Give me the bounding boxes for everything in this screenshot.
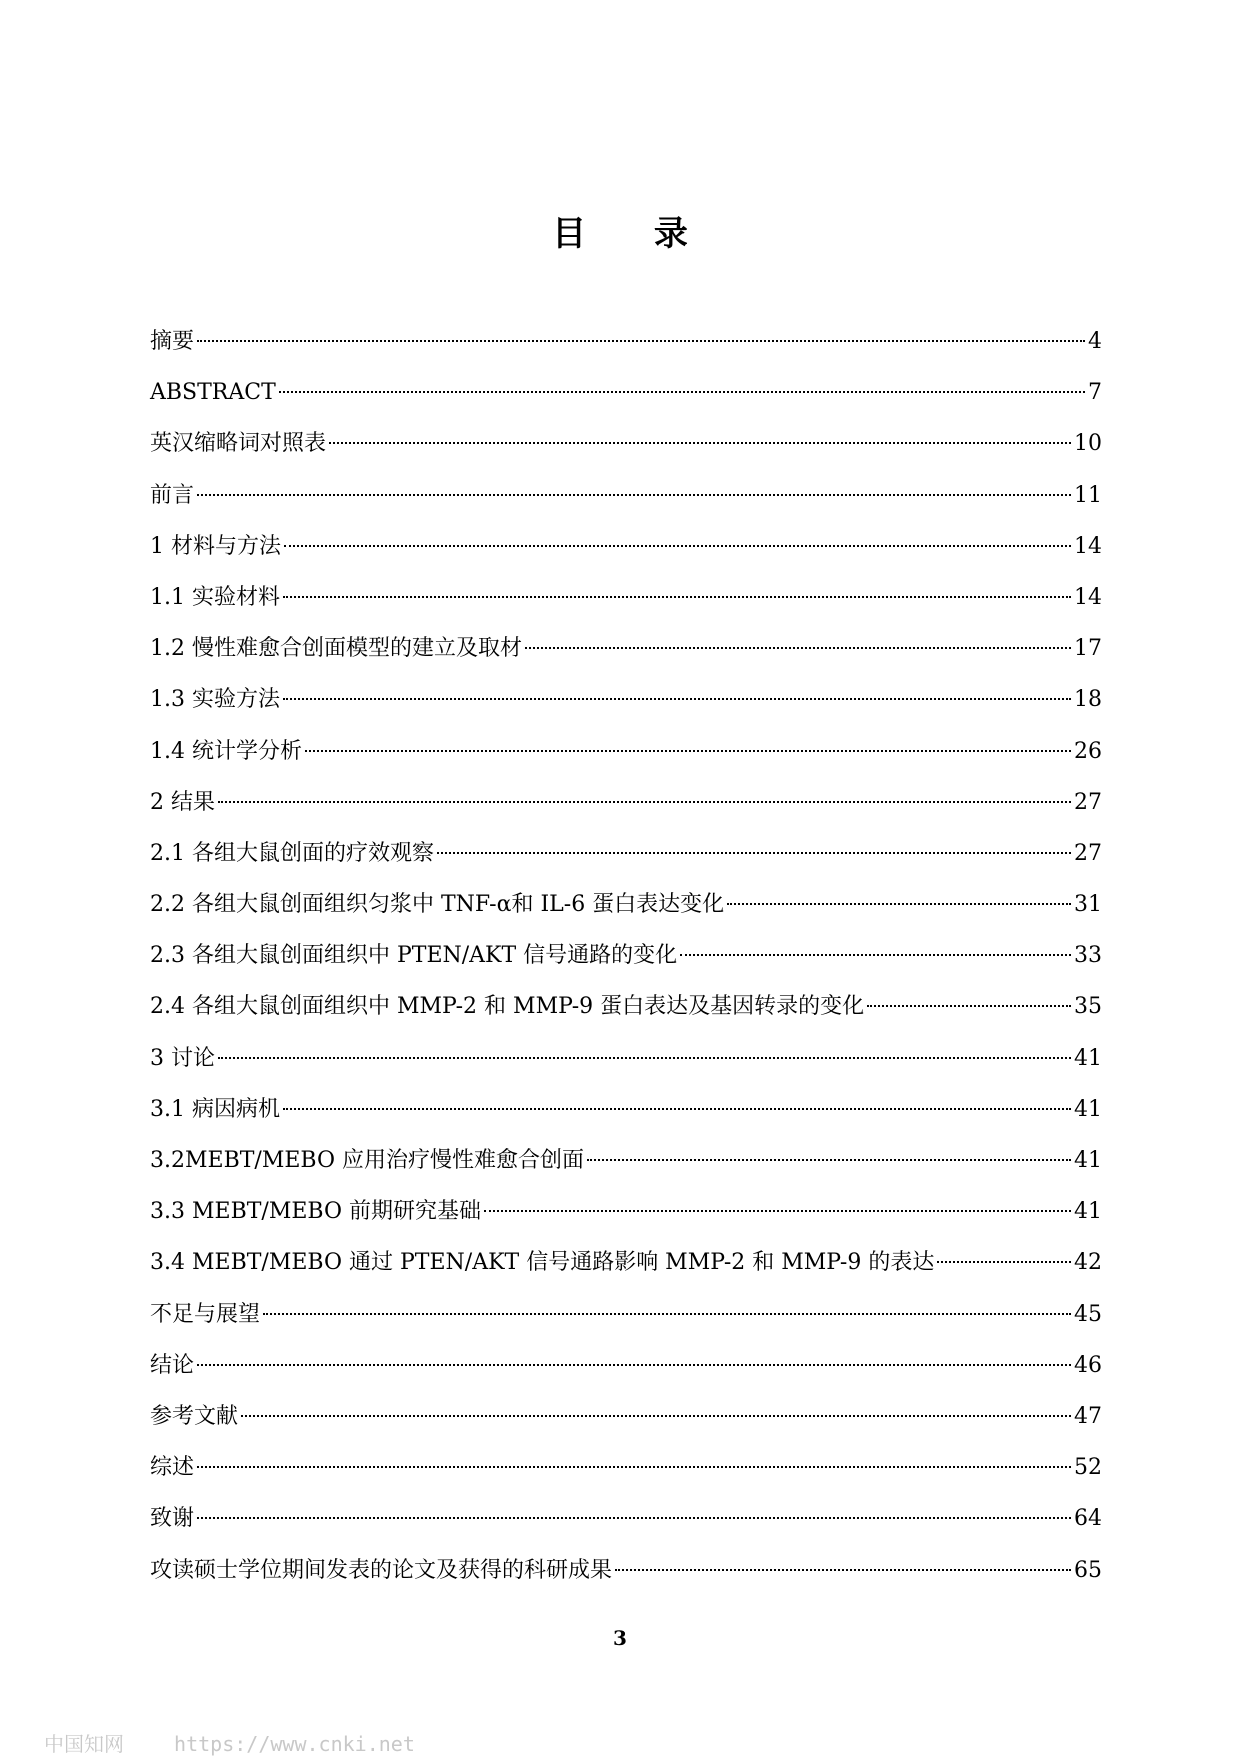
toc-entry-page: 4 bbox=[1088, 329, 1102, 354]
toc-dot-leader bbox=[197, 1364, 1071, 1366]
toc-dot-leader bbox=[484, 1210, 1071, 1212]
toc-entry-label: 2.1 各组大鼠创面的疗效观察 bbox=[150, 840, 434, 866]
toc-entry-label: 摘要 bbox=[150, 329, 195, 354]
toc-entry-page: 52 bbox=[1074, 1455, 1102, 1481]
toc-entry-page: 65 bbox=[1074, 1557, 1102, 1583]
toc-dot-leader bbox=[218, 801, 1071, 803]
toc-entry-page: 17 bbox=[1074, 636, 1102, 662]
toc-entry[interactable] bbox=[150, 685, 1102, 736]
toc-entry-page: 41 bbox=[1074, 1148, 1102, 1173]
toc-dot-leader bbox=[197, 1466, 1071, 1468]
toc-entry[interactable] bbox=[150, 583, 1102, 634]
toc-dot-leader bbox=[437, 852, 1071, 854]
toc-entry-page: 41 bbox=[1074, 1096, 1102, 1122]
toc-entry[interactable] bbox=[150, 1197, 1102, 1248]
toc-entry-page: 11 bbox=[1074, 482, 1102, 508]
toc-entry-page: 64 bbox=[1074, 1506, 1102, 1532]
toc-entry[interactable] bbox=[150, 429, 1102, 480]
toc-entry-label: 1.1 实验材料 bbox=[150, 584, 280, 610]
toc-entry-label: 1.2 慢性难愈合创面模型的建立及取材 bbox=[150, 636, 522, 662]
toc-dot-leader bbox=[329, 442, 1071, 444]
toc-entry-label: 攻读硕士学位期间发表的论文及获得的科研成果 bbox=[150, 1557, 613, 1583]
toc-entry-label: 致谢 bbox=[150, 1506, 195, 1532]
toc-dot-leader bbox=[615, 1569, 1071, 1571]
toc-entry-page: 14 bbox=[1074, 533, 1102, 559]
toc-entry-label: 2.3 各组大鼠创面组织中 PTEN/AKT 信号通路的变化 bbox=[150, 943, 678, 969]
watermark-url: https://www.cnki.net bbox=[174, 1732, 415, 1756]
toc-entry[interactable] bbox=[150, 737, 1102, 788]
toc-entry[interactable] bbox=[150, 1504, 1102, 1555]
toc-entry[interactable] bbox=[150, 1453, 1102, 1504]
toc-entry-page: 41 bbox=[1074, 1199, 1102, 1225]
toc-entry-page: 26 bbox=[1074, 738, 1102, 764]
toc-entry-page: 10 bbox=[1074, 431, 1102, 457]
toc-entry[interactable] bbox=[150, 992, 1102, 1043]
toc-entry[interactable] bbox=[150, 327, 1102, 378]
watermark bbox=[44, 1728, 415, 1757]
toc-entry-label: 3.2MEBT/MEBO 应用治疗慢性难愈合创面 bbox=[150, 1148, 585, 1173]
toc-entry-label: 不足与展望 bbox=[150, 1301, 261, 1327]
toc-entry-label: 前言 bbox=[150, 482, 195, 508]
toc-entry-page: 27 bbox=[1074, 840, 1102, 866]
toc-entry-page: 14 bbox=[1074, 584, 1102, 610]
toc-dot-leader bbox=[218, 1057, 1071, 1059]
toc-dot-leader bbox=[525, 647, 1071, 649]
toc-dot-leader bbox=[283, 698, 1071, 700]
toc-dot-leader bbox=[937, 1261, 1071, 1263]
toc-dot-leader bbox=[680, 954, 1071, 956]
toc-entry-page: 33 bbox=[1074, 943, 1102, 969]
toc-dot-leader bbox=[197, 1517, 1071, 1519]
toc-entry-label: 1 材料与方法 bbox=[150, 533, 281, 559]
toc-entry[interactable] bbox=[150, 1351, 1102, 1402]
toc-dot-leader bbox=[197, 340, 1085, 342]
toc-entry[interactable] bbox=[150, 481, 1102, 532]
toc-entry-label: 结论 bbox=[150, 1352, 195, 1378]
toc-entry[interactable] bbox=[150, 532, 1102, 583]
toc-entry[interactable] bbox=[150, 1300, 1102, 1351]
toc-dot-leader bbox=[727, 903, 1071, 905]
toc-entry-label: 3 讨论 bbox=[150, 1045, 215, 1071]
watermark-name: 中国知网 bbox=[44, 1732, 124, 1756]
toc-entry[interactable] bbox=[150, 941, 1102, 992]
toc-entry-page: 18 bbox=[1074, 687, 1102, 713]
toc-entry-label: 综述 bbox=[150, 1455, 195, 1481]
toc-entry-label: 2.2 各组大鼠创面组织匀浆中 TNF-α和 IL-6 蛋白表达变化 bbox=[150, 892, 725, 918]
toc-dot-leader bbox=[867, 1005, 1071, 1007]
toc-entry-page: 31 bbox=[1074, 892, 1102, 918]
toc-dot-leader bbox=[305, 750, 1071, 752]
toc-entry[interactable] bbox=[150, 1146, 1102, 1197]
toc-dot-leader bbox=[279, 391, 1085, 393]
toc-entry[interactable] bbox=[150, 1556, 1102, 1607]
toc-dot-leader bbox=[197, 494, 1071, 496]
toc-entry-label: 2 结果 bbox=[150, 789, 215, 815]
toc-entry-label: 3.3 MEBT/MEBO 前期研究基础 bbox=[150, 1199, 482, 1225]
toc-entry-label: 3.4 MEBT/MEBO 通过 PTEN/AKT 信号通路影响 MMP-2 和 MMP-9 的表达 bbox=[150, 1250, 935, 1276]
toc-entry-label: 3.1 病因病机 bbox=[150, 1096, 280, 1122]
toc-entry-page: 46 bbox=[1074, 1352, 1102, 1378]
toc-dot-leader bbox=[587, 1159, 1071, 1161]
page-title: 目 录 bbox=[552, 214, 716, 254]
toc-entry-page: 7 bbox=[1088, 380, 1102, 406]
toc-dot-leader bbox=[283, 1108, 1071, 1110]
toc-dot-leader bbox=[284, 545, 1071, 547]
toc-entry[interactable] bbox=[150, 890, 1102, 941]
toc-entry-label: 1.4 统计学分析 bbox=[150, 738, 302, 764]
toc-entry-label: ABSTRACT bbox=[150, 380, 276, 406]
toc-dot-leader bbox=[283, 596, 1071, 598]
toc-entry-label: 2.4 各组大鼠创面组织中 MMP-2 和 MMP-9 蛋白表达及基因转录的变化 bbox=[150, 994, 865, 1020]
toc-entry-page: 45 bbox=[1074, 1301, 1102, 1327]
toc-entry-page: 42 bbox=[1074, 1250, 1102, 1276]
toc-entry[interactable] bbox=[150, 839, 1102, 890]
toc-entry[interactable] bbox=[150, 378, 1102, 429]
toc-dot-leader bbox=[241, 1415, 1071, 1417]
toc-entry-label: 参考文献 bbox=[150, 1403, 239, 1429]
toc-entry-page: 47 bbox=[1074, 1403, 1102, 1429]
toc-entry[interactable] bbox=[150, 788, 1102, 839]
toc-entry[interactable] bbox=[150, 1248, 1102, 1299]
toc-entry-page: 41 bbox=[1074, 1045, 1102, 1071]
toc-entry[interactable] bbox=[150, 634, 1102, 685]
toc-entry-page: 35 bbox=[1074, 994, 1102, 1020]
toc-entry-label: 1.3 实验方法 bbox=[150, 687, 280, 713]
toc-entry-page: 27 bbox=[1074, 789, 1102, 815]
toc-entry[interactable] bbox=[150, 1095, 1102, 1146]
toc-dot-leader bbox=[263, 1313, 1071, 1315]
toc-entry[interactable] bbox=[150, 1402, 1102, 1453]
table-of-contents bbox=[150, 327, 1102, 1607]
page-number: 3 bbox=[613, 1626, 627, 1650]
toc-entry[interactable] bbox=[150, 1044, 1102, 1095]
toc-entry-label: 英汉缩略词对照表 bbox=[150, 431, 327, 457]
